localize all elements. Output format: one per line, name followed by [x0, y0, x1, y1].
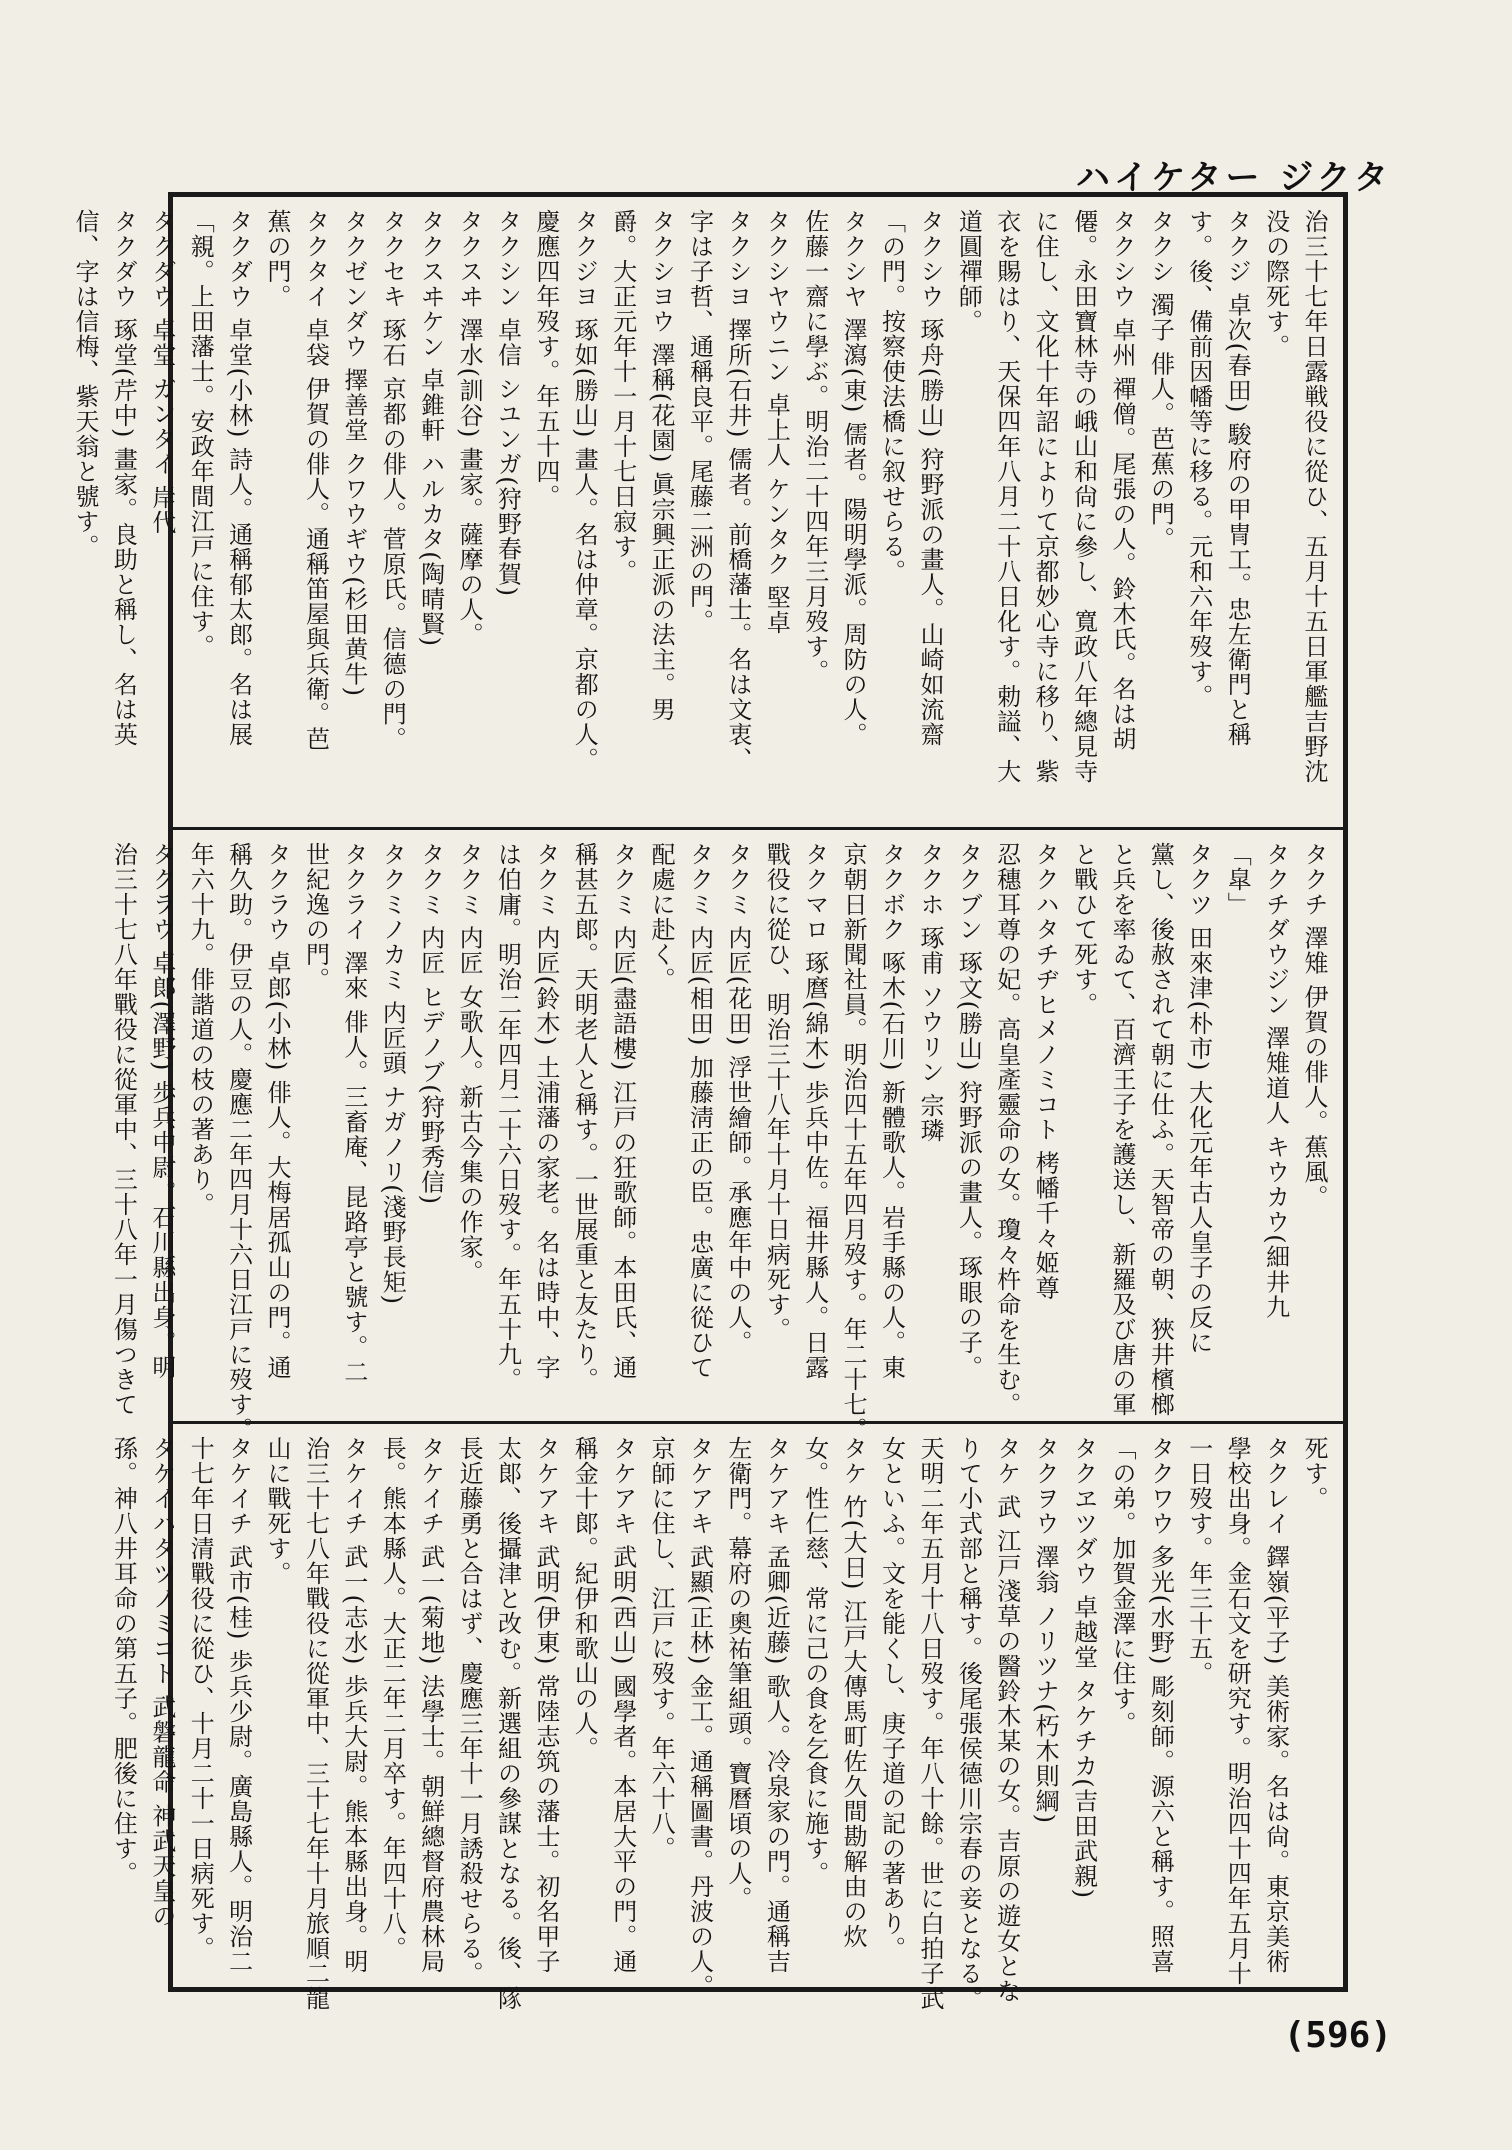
text-column: と戰ひて死す。 [1069, 842, 1098, 1017]
text-column: 治三十七八年戰役に從軍中、三十七年十月旅順二龍 [301, 1436, 330, 2011]
text-column: タクミ 内匠(鈴木) 土浦藩の家老。名は時中、字 [531, 842, 560, 1380]
text-column: タクミ 内匠 ヒデノブ(狩野秀信) [416, 842, 445, 1205]
text-column: 衣を賜はり、天保四年八月二十八日化す。勅謚、大 [992, 209, 1021, 784]
text-column: 戰役に從ひ、明治三十八年十月十日病死す。 [762, 842, 791, 1342]
text-column: タクタイ 卓袋 伊賀の俳人。通稱笛屋與兵衛。芭 [301, 209, 330, 752]
text-column: タケアキ 武明(伊東) 常陸志筑の藩士。初名甲子 [531, 1436, 560, 1974]
text-column: 配處に赴く。 [647, 842, 676, 992]
text-column: タクシ 濁子 俳人。芭蕉の門。 [1146, 209, 1175, 552]
text-column: タクラウ 卓郞(澤野) 歩兵中尉。石川縣出身。明 [147, 842, 176, 1380]
text-column: タケイチ 武一(菊地) 法學士。朝鮮總督府農林局 [416, 1436, 445, 1974]
text-column: 世紀逸の門。 [301, 842, 330, 992]
text-column: タケイチ 武市(桂) 歩兵少尉。廣島縣人。明治二 [224, 1436, 253, 1974]
text-column: タクハタチヂヒメノミコト 栲幡千々姬尊 [1031, 842, 1060, 1301]
text-column: タケアキ 武明(西山) 國學者。本居大平の門。通 [608, 1436, 637, 1974]
text-column: 「皐」 [1223, 842, 1252, 917]
text-column: タクスヰケン 卓錐軒 ハルカタ(陶晴賢) [416, 209, 445, 647]
text-column: と兵を率ゐて、百濟王子を護送し、新羅及び唐の軍 [1107, 842, 1136, 1417]
text-column: タクレイ 鐸嶺(平子) 美術家。名は尙。東京美術 [1261, 1436, 1290, 1974]
running-head: ハイケター ジクタ [1075, 158, 1392, 198]
text-column: タクセキ 琢石 京都の俳人。菅原氏。信德の門。 [378, 209, 407, 752]
text-column: タクシン 卓信 シユンガ(狩野春賀) [493, 209, 522, 597]
text-column: 長。熊本縣人。大正二年二月卒す。年四十八。 [378, 1436, 407, 1961]
text-column: 僊。永田寶林寺の峨山和尙に參し、寬政八年總見寺 [1069, 209, 1098, 784]
text-column: タクダウ 琢堂(芹中) 畫家。良助と稱し、名は英 [109, 209, 138, 747]
page-number: (596) [1283, 2015, 1392, 2056]
text-column: 稱甚五郞。天明老人と稱す。一世展重と友たり。 [570, 842, 599, 1392]
text-column: タケアキ 孟卿(近藤) 歌人。冷泉家の門。通稱吉 [762, 1436, 791, 1974]
text-column: タクダウ 卓堂(小林) 詩人。通稱郁太郎。名は展 [224, 209, 253, 747]
text-column: タクミ 内匠(盡語樓) 江戸の狂歌師。本田氏、通 [608, 842, 637, 1380]
text-column: タクボク 啄木(石川) 新體歌人。岩手縣の人。東 [877, 842, 906, 1380]
text-column: タクブン 琢文(勝山) 狩野派の畫人。琢眼の子。 [954, 842, 983, 1380]
text-column: 京朝日新聞社員。明治四十五年四月歿す。年二十七。 [839, 842, 868, 1442]
text-column: 治三十七年日露戦役に從ひ、五月十五日軍艦吉野沈 [1300, 209, 1328, 784]
text-column: 「の弟。加賀金澤に住す。 [1107, 1436, 1136, 1736]
text-column: タクチ 澤雉 伊賀の俳人。蕉風。 [1300, 842, 1328, 1210]
text-column: 學校出身。金石文を研究す。明治四十四年五月十 [1223, 1436, 1252, 1986]
text-column: 十七年日清戰役に從ひ、十月二十一日病死す。 [186, 1436, 215, 1961]
text-column: 年六十九。俳諧道の枝の著あり。 [186, 842, 215, 1217]
text-column: 長近藤勇と合はず、慶應三年十一月誘殺せらる。 [455, 1436, 484, 1986]
text-column: タクライ 澤來 俳人。三畜庵、昆路亭と號す。二 [339, 842, 368, 1385]
text-column: に住し、文化十年詔によりて京都妙心寺に移り、紫 [1031, 209, 1060, 784]
text-column: す。後、備前因幡等に移る。元和六年歿す。 [1184, 209, 1213, 709]
text-column: 蕉の門。 [263, 209, 292, 309]
text-column: タクジヨ 琢如(勝山) 畫人。名は仲章。京都の人。 [570, 209, 599, 772]
text-column: タクダウ 卓堂 ガンタイ 岸代 [147, 209, 176, 535]
band-text [109, 1436, 1333, 2011]
text-column: タクスヰ 澤水(訓谷) 畫家。薩摩の人。 [455, 209, 484, 647]
text-column: 信、字は信梅、紫天翁と號す。 [71, 209, 99, 559]
text-column: タクミ 内匠 女歌人。新古今集の作家。 [455, 842, 484, 1285]
text-column: タクゼンダウ 擇善堂 クワウギウ(杉田黄牛) [339, 209, 368, 697]
text-column: タクシヨウ 澤稱(花園) 眞宗興正派の法主。男 [647, 209, 676, 722]
text-column: 「の門。按察使法橋に叙せらる。 [877, 209, 906, 584]
text-column: タクツ 田來津(朴市) 大化元年古人皇子の反に [1184, 842, 1213, 1355]
text-column: 道圓禪師。 [954, 209, 983, 334]
text-column: 慶應四年歿す。年五十四。 [531, 209, 560, 509]
text-column: 稱久助。伊豆の人。慶應二年四月十六日江戸に歿す。 [224, 842, 253, 1442]
band-text [71, 209, 1333, 805]
text-column: 爵。大正元年十一月十七日寂す。 [608, 209, 637, 584]
text-column: タケ 竹(大日) 江戸大傳馬町佐久間勘解由の炊 [839, 1436, 868, 1949]
text-column: 治三十七八年戰役に從軍中、三十八年一月傷つきて [109, 842, 138, 1417]
text-column: 孫。神八井耳命の第五子。肥後に住す。 [109, 1436, 138, 1886]
text-column: 「親。上田藩士。安政年間江戸に住す。 [186, 209, 215, 659]
dictionary-frame [71, 192, 1348, 2011]
text-column: 没の際死す。 [1261, 209, 1290, 359]
text-column: 太郞、後攝津と改む。新選組の參謀となる。後、隊 [493, 1436, 522, 2011]
text-column: タクシヨ 擇所(石井) 儒者。前橋藩士。名は文衷、 [723, 209, 752, 772]
text-column: は伯庸。明治二年四月二十六日歿す。年五十九。 [493, 842, 522, 1392]
text-column: 左衛門。幕府の奧祐筆組頭。寶曆頃の人。 [723, 1436, 752, 1911]
text-column: 死す。 [1300, 1436, 1328, 1511]
text-column: 稱金十郞。紀伊和歌山の人。 [570, 1436, 599, 1761]
text-column: タクチダウジン 澤雉道人 キウカウ(細井九 [1261, 842, 1290, 1320]
text-column: タケイハタツノミコト 武磐龍命 神武天皇の [147, 1436, 176, 1929]
text-column: タケ 武 江戸淺草の醫鈴木某の女。吉原の遊女とな [992, 1436, 1021, 2004]
text-column: 字は子哲、通稱良平。尾藤二洲の門。 [685, 209, 714, 634]
entry-band-bottom [109, 1421, 1343, 2011]
text-column: タクミ 内匠(相田) 加藤淸正の臣。忠廣に從ひて [685, 842, 714, 1380]
text-column: 女といふ。文を能くし、庚子道の記の著あり。 [877, 1436, 906, 1961]
text-column: 天明二年五月十八日歿す。年八十餘。世に白拍子武 [915, 1436, 944, 2011]
text-column: タクマロ 琢麿(綿木) 歩兵中佐。福井縣人。日露 [800, 842, 829, 1380]
text-column: タクホ 琢甫 ソウリン 宗璘 [915, 842, 944, 1143]
text-column: タクシウ 琢舟(勝山) 狩野派の畫人。山崎如流齋 [915, 209, 944, 747]
text-column: タクラウ 卓郎(小林) 俳人。大梅居孤山の門。通 [263, 842, 292, 1380]
text-column: タクヲウ 澤翁 ノリツナ(朽木則綱) [1031, 1436, 1060, 1824]
text-column: りて小式部と稱す。後尾張侯德川宗春の妾となる。 [954, 1436, 983, 2011]
text-column: 山に戰死す。 [263, 1436, 292, 1586]
text-column: タクミ 内匠(花田) 浮世繪師。承應年中の人。 [723, 842, 752, 1355]
text-column: 黨し、後赦されて朝に仕ふ。天智帝の朝、狹井檳榔 [1146, 842, 1175, 1417]
text-column: タケアキ 武顯(正林) 金工。通稱圖書。丹波の人。 [685, 1436, 714, 1999]
entry-band-top [71, 197, 1343, 815]
entry-band-middle [109, 827, 1343, 1442]
text-column: タクヱツダウ 卓越堂 タケチカ(吉田武親) [1069, 1436, 1098, 1899]
text-column: タクシウ 卓州 禪僧。尾張の人。鈴木氏。名は胡 [1107, 209, 1136, 752]
text-column: 女。性仁慈、常に己の食を乞食に施す。 [800, 1436, 829, 1886]
text-column: 京師に住し、江戸に歿す。年六十八。 [647, 1436, 676, 1861]
text-column: タクワウ 多光(水野) 彫刻師。源六と稱す。照喜 [1146, 1436, 1175, 1974]
text-column: 一日歿す。年三十五。 [1184, 1436, 1213, 1686]
text-column: タクシヤウニン 卓上人 ケンタク 堅卓 [762, 209, 791, 635]
text-column: 佐藤一齋に學ぶ。明治二十四年三月歿す。 [800, 209, 829, 684]
text-column: タケイチ 武一(志水) 歩兵大尉。熊本縣出身。明 [339, 1436, 368, 1974]
text-column: タクミノカミ 内匠頭 ナガノリ(淺野長矩) [378, 842, 407, 1305]
text-column: 忍穗耳尊の妃。高皇產靈命の女。瓊々杵命を生む。 [992, 842, 1021, 1417]
text-column: タクジ 卓次(春田) 駿府の甲冑工。忠左衛門と稱 [1223, 209, 1252, 747]
text-column: タクシヤ 澤瀉(東) 儒者。陽明學派。周防の人。 [839, 209, 868, 747]
band-text [109, 842, 1333, 1442]
